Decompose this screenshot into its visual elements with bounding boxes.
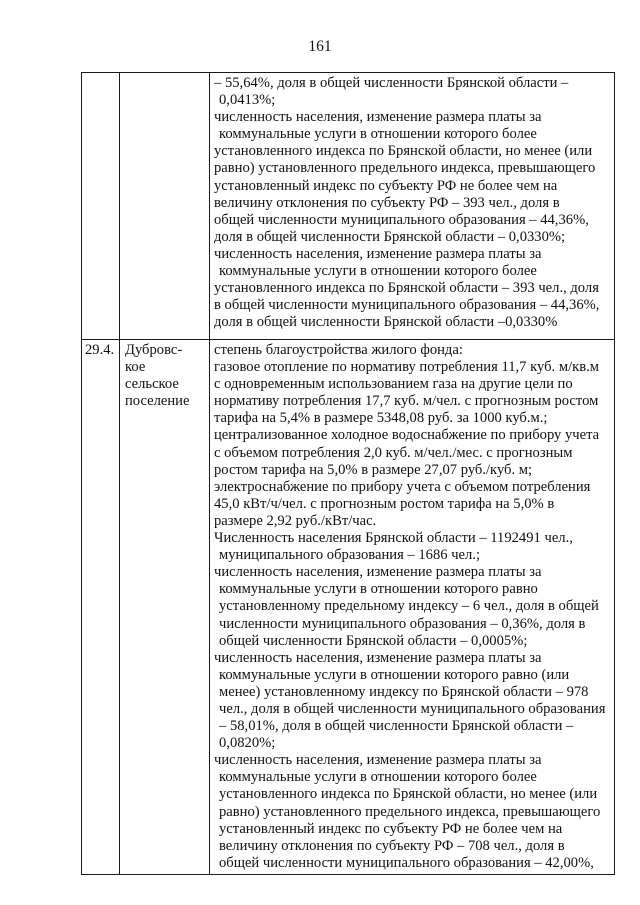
text-line: коммунальные услуги в отношении которого равно (или: [219, 666, 570, 683]
text-line: размере 2,92 руб./кВт/час.: [214, 512, 377, 529]
text-line: величину отклонения по субъекту РФ – 708 чел., доля в: [219, 837, 565, 854]
text-line: общей численности муниципального образования – 44,36%,: [214, 211, 589, 228]
text-line: равно) установленного предельного индекса, превышающего: [219, 803, 601, 820]
text-line: ростом тарифа на 5,0% в размере 27,07 руб./куб. м;: [214, 461, 533, 478]
text-line: численность населения, изменение размера платы за: [214, 752, 542, 769]
text-line: коммунальные услуги в отношении которого равно: [219, 581, 538, 598]
text-line: электроснабжение по прибору учета с объемом потребления: [214, 478, 591, 495]
text-line: установленного индекса по Брянской области, но менее (или: [219, 786, 598, 803]
text-line: численность населения, изменение размера платы за: [214, 245, 542, 262]
municipality-name-cell: [120, 340, 210, 875]
description-text: [214, 342, 612, 872]
text-line: 0,0413%;: [219, 92, 276, 109]
municipality-name-line: поселение: [125, 393, 190, 410]
text-line: установленного индекса по Брянской области – 393 чел., доля: [214, 280, 599, 297]
text-line: равно) установленного предельного индекса, превышающего: [214, 160, 596, 177]
description-text: [214, 75, 612, 331]
text-line: в общей численности муниципального образования – 44,36%,: [214, 297, 600, 314]
text-line: с одновременным использованием газа на другие цели по: [214, 376, 573, 393]
table-row: [82, 340, 615, 875]
text-line: с объемом потребления 2,0 куб. м/чел./мес. с прогнозным: [214, 444, 573, 461]
text-line: Численность населения Брянской области – 1192491 чел.,: [214, 530, 573, 547]
text-line: централизованное холодное водоснабжение по прибору учета: [214, 427, 600, 444]
text-line: численность населения, изменение размера платы за: [214, 649, 542, 666]
row-number-cell: [82, 73, 120, 340]
text-line: доля в общей численности Брянской области – 0,0330%;: [214, 228, 566, 245]
text-line: установленный индекс по субъекту РФ не более чем на: [219, 820, 563, 837]
text-line: коммунальные услуги в отношении которого более: [219, 769, 537, 786]
text-line: менее) установленному индексу по Брянской области – 978: [219, 683, 589, 700]
text-line: численности муниципального образования – 0,36%, доля в: [219, 615, 586, 632]
page-number: 161: [308, 38, 332, 55]
text-line: газовое отопление по нормативу потребления 11,7 куб. м/кв.м: [214, 359, 599, 376]
text-line: доля в общей численности Брянской области –0,0330%: [214, 314, 558, 331]
municipality-name-line: сельское: [125, 376, 179, 393]
text-line: коммунальные услуги в отношении которого более: [219, 126, 537, 143]
text-line: общей численности Брянской области – 0,0005%;: [219, 632, 528, 649]
description-cell: [210, 340, 615, 875]
text-line: нормативу потребления 17,7 куб. м/чел. с прогнозным ростом: [214, 393, 599, 410]
text-line: численность населения, изменение размера платы за: [214, 109, 542, 126]
text-line: степень благоустройства жилого фонда:: [214, 342, 463, 358]
text-line: чел., доля в общей численности муниципального образования: [219, 700, 606, 717]
text-line: установленного индекса по Брянской области, но менее (или: [214, 143, 593, 160]
text-line: коммунальные услуги в отношении которого более: [219, 263, 537, 280]
row-number-cell: [82, 340, 120, 875]
text-line: общей численности муниципального образования – 42,00%,: [219, 854, 594, 871]
description-cell: [210, 73, 615, 340]
text-line: 0,0820%;: [219, 735, 276, 752]
text-line: установленному предельному индексу – 6 чел., доля в общей: [219, 598, 599, 615]
text-line: величину отклонения по субъекту РФ – 393 чел., доля в: [214, 194, 560, 211]
text-line: численность населения, изменение размера платы за: [214, 564, 542, 581]
municipality-name-line: кое: [125, 359, 146, 376]
text-line: – 58,01%, доля в общей численности Брянской области –: [219, 718, 574, 735]
municipality-name-cell: [120, 73, 210, 340]
text-line: 45,0 кВт/ч/чел. с прогнозным ростом тарифа на 5,0% в: [214, 495, 555, 512]
text-line: установленный индекс по субъекту РФ не более чем на: [214, 177, 558, 194]
row-number: 29.4.: [85, 342, 115, 358]
municipality-name: [125, 342, 209, 410]
text-line: – 55,64%, доля в общей численности Брянской области –: [214, 75, 569, 91]
municipality-name-line: Дубровс-: [125, 342, 183, 358]
text-line: тарифа на 5,4% в размере 5348,08 руб. за 1000 куб.м.;: [214, 410, 548, 427]
document-table: [81, 72, 615, 875]
text-line: муниципального образования – 1686 чел.;: [219, 547, 481, 564]
table-row: [82, 73, 615, 340]
